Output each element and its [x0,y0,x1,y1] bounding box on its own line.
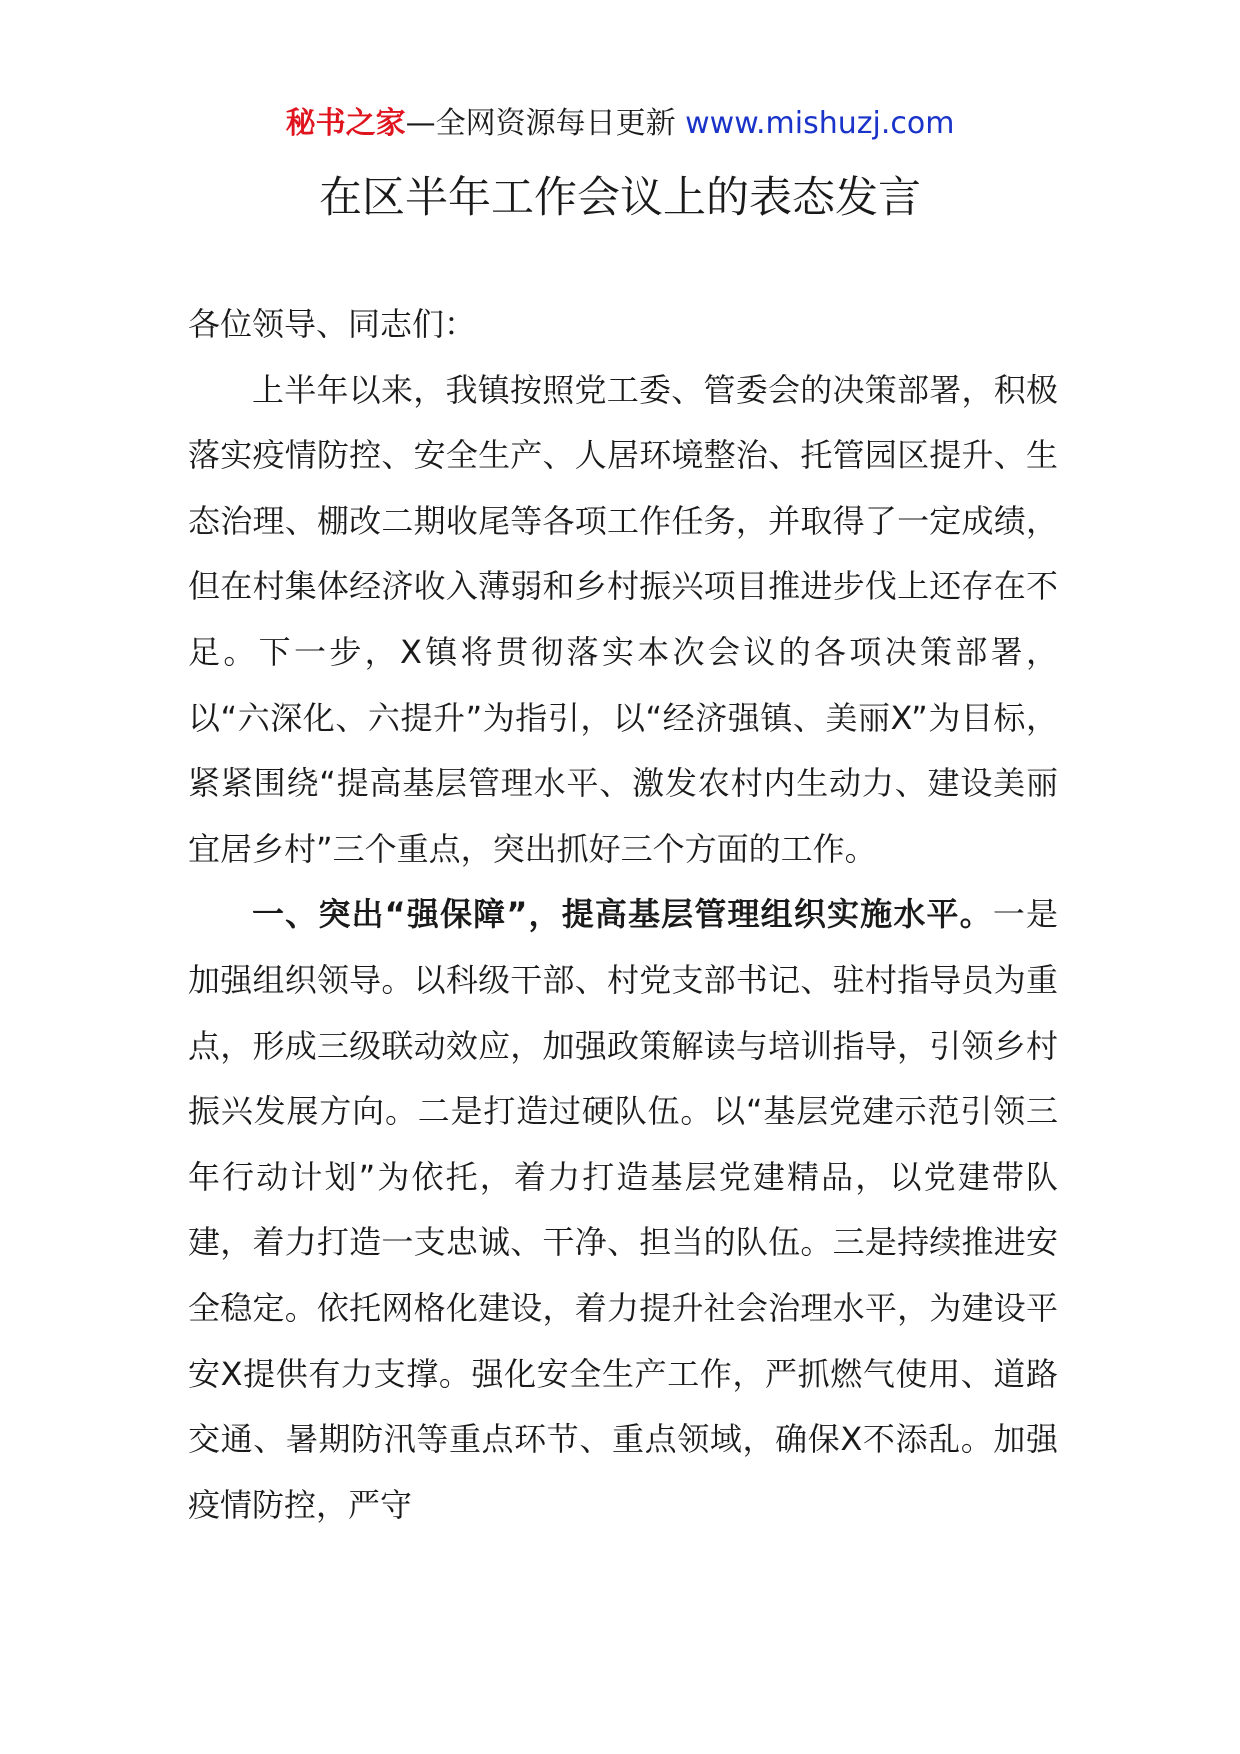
brand-name: 秘书之家 [285,106,406,141]
section-one-body: 一是加强组织领导。以科级干部、村党支部书记、驻村指导员为重点，形成三级联动效应，加强政策解读与培训指导，引领乡村振兴发展方向。二是打造过硬队伍。以“基层党建示范引领三年行动计划”为依托，着力打造基层党建精品，以党建带队建，着力打造一支忠诚、干净、担当的队伍。三是持续推进安全稳定。依托网格化建设，着力提升社会治理水平，为建设平安X提供有力支撑。强化安全生产工作，严抓燃气使用、道路交通、暑期防汛等重点环节、重点领域，确保X不添乱。加强疫情防控，严守 [188,895,1058,1524]
site-banner [0,104,1240,144]
section-one-heading: 一、突出“强保障”，提高基层管理组织实施水平。 [252,895,993,934]
intro-paragraph: 上半年以来，我镇按照党工委、管委会的决策部署，积极落实疫情防控、安全生产、人居环境整治、托管园区提升、生态治理、棚改二期收尾等各项工作任务，并取得了一定成绩，但在村集体经济收入薄弱和乡村振兴项目推进步伐上还存在不足。下一步，X镇将贯彻落实本次会议的各项决策部署，以“六深化、六提升”为指引，以“经济强镇、美丽X”为目标，紧紧围绕“提高基层管理水平、激发农村内生动力、建设美丽宜居乡村”三个重点，突出抓好三个方面的工作。 [188,370,1058,868]
section-one-paragraph [188,882,1058,1538]
document-body [188,292,1058,1538]
banner-tagline: —全网资源每日更新 [405,106,686,141]
salutation: 各位领导、同志们： [188,305,477,343]
site-url-link[interactable]: www.mishuzj.com [685,106,955,141]
document-title: 在区半年工作会议上的表态发言 [319,173,921,223]
